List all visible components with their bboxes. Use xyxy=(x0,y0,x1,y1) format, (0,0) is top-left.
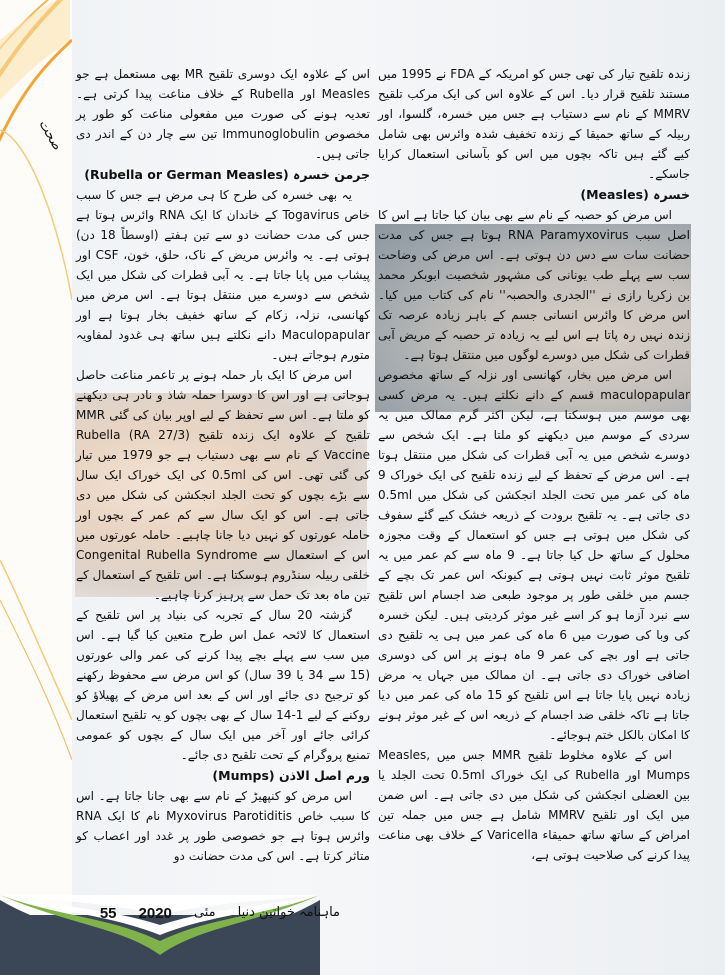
paragraph: اس مرض میں بخار، کھانسی اور نزلہ کے ساتھ مخصوص maculopapular قسم کے دانے نکلتے ہیں۔ یہ مرض کسی بھی موسم میں ہوسکتا ہے، لیکن اکثر گرم ممالک میں یہ سردی کے موسم میں دیکھنے کو ملتا ہے۔ ایک شخص سے دوسرے شخص میں یہ آبی قطرات کی شکل میں منتقل ہوتا ہے۔ اس مرض کے تحفظ کے لیے زندہ تلقیح کی ایک خوراک 9 ماہ کی عمر میں تحت الجلد انجکشن کی شکل میں 0.5ml دی جاتی ہے۔ یہ تلقیح برودت کے ذریعہ خشک کیے گئے سفوف کی شکل میں ہوتی ہے جس کو استعمال کے وقت مجوزہ محلول کے ساتھ حل کیا جاتا ہے۔ 9 ماہ سے کم عمر میں یہ تلقیح موثر ثابت نہیں ہوتی ہے کیونکہ اس عمر تک بچے کے جسم میں خلقی طور پر موجود طبعی ضد اجسام اس تلقیح سے نبرد آزما ہو کر اسے غیر موثر کردیتی ہیں۔ لیکن خسرہ کی وبا کی صورت میں 6 ماہ کی عمر میں ہی یہ تلقیح دی جاتی ہے اور بچے کی عمر 9 ماہ ہونے پر اس کی دوسری اضافی خوراک دی جاتی ہے۔ ان ممالک میں جہاں یہ مرض زیادہ نہیں پایا جاتا ہے اس تلقیح کو 15 ماہ کی عمر میں دیا جاتا ہے تاکہ خلقی ضد اجسام کے ذریعہ اس کے غیر موثر ہونے کا امکان بالکل ختم ہوجائے۔ xyxy=(378,368,691,742)
paragraph: اس کے علاوہ ایک دوسری تلقیح MR بھی مستعمل ہے جو Measles اور Rubella کے خلاف مناعت پیدا کرتی ہے۔ تعدیہ ہونے کی صورت میں مفعولی مناعت کو طور پر مخصوص Immunoglobulin تین سے چار دن کے اندر دی جاتی ہیں۔ xyxy=(76,67,371,161)
paragraph: اس کے علاوہ مخلوط تلقیح MMR جس میں Measles, Mumps اور Rubella کی ایک خوراک 0.5ml تحت الجلد یا بین العضلی انجکشن کی شکل میں دی جاتی ہے۔ اس ضمن میں ایک اور تلقیح MMRV شامل ہے جس میں جملہ تین امراض کے ساتھ ساتھ حمیقاء Varicella کے خلاف بھی مناعت پیدا کرنے کی صلاحیت ہوتی ہے، xyxy=(378,748,691,862)
paragraph: زندہ تلقیح تیار کی تھی جس کو امریکہ کے FDA نے 1995 میں مستند تلقیح قرار دیا۔ اس کے علاوہ اس کی ایک مرکب تلقیح MMRV کے نام سے دستیاب ہے جس میں خسرہ، گلسوا، اور ربیلہ کے ساتھ حمیقا کے زندہ تخفیف شدہ وائرس بھی شامل کیے گئے ہیں تاکہ بچوں میں اس کو بآسانی استعمال کرایا جاسکے۔ xyxy=(378,67,690,181)
paragraph: یہ بھی خسرہ کی طرح کا ہی مرض ہے جس کا سبب خاص Togavirus کے خاندان کا ایک RNA وائرس ہوتا ہے جس کی مدت حضانت دو سے تین ہفتے (اوسطاً 18 دن) ہوتی ہے۔ یہ وائرس مریض کے ناک، حلق، خون، CSF اور پیشاب میں پایا جاتا ہے۔ یہ آبی قطرات کی شکل میں ایک شخص سے دوسرے میں منتقل ہوتا ہے۔ اس مرض میں کھانسی، نزلہ، زکام کے ساتھ خفیف بخار ہوتا ہے اور Maculopapular دانے نکلتے ہیں ساتھ ہی غدود لمفاویہ متورم ہوجاتے ہیں۔ xyxy=(76,188,371,362)
footer-info xyxy=(90,905,340,922)
paragraph: اس مرض کا ایک بار حملہ ہونے پر تاعمر مناعت حاصل ہوجاتی ہے اور اس کا دوسرا حملہ شاذ و نادر ہی دیکھنے کو ملتا ہے۔ اس سے تحفظ کے لیے اوپر بیان کی گئی MMR تلقیح کے علاوہ ایک زندہ تلقیح Rubella (RA 27/3) Vaccine کے نام سے بھی دستیاب ہے جو 1979 میں تیار کی گئی تھی۔ اس کی 0.5ml کی ایک خوراک ایک سال سے بڑے بچوں کو تحت الجلد انجکشن کی شکل میں دی جاتی ہے۔ اس کو ایک سال سے کم عمر کے بچوں اور حاملہ عورتوں کو نہیں دیا جانا چاہیے۔ حاملہ عورتوں میں اس کے استعمال سے Congenital Rubella Syndrome خلقی ربیلہ سنڈروم ہوسکتا ہے۔ اس تلقیح کے استعمال کے تین ماہ بعد تک حمل سے پرہیز کرنا چاہیے۔ xyxy=(76,368,370,602)
page-number: 55 xyxy=(99,905,117,922)
left-column xyxy=(76,64,370,866)
paragraph: اس مرض کو حصبہ کے نام سے بھی بیان کیا جاتا ہے اس کا اصل سبب RNA Paramyxovirus ہوتا ہے جس کی مدت حضانت سات سے دس دن ہوتی ہے۔ اس مرض کی وضاحت سب سے پہلے طب یونانی کی مشہور شخصیت ابوبکر محمد بن زکریا رازی نے ''الجدری والحصبہ'' نام کی کتاب میں کیا۔ اس مرض کا وائرس انسانی جسم کے باہر زیادہ عرصہ تک زندہ نہیں رہ پاتا ہے اس لیے یہ زیادہ تر حصبہ کے مریض آبی قطرات کی شکل میں دوسرے لوگوں میں منتقل ہوتا ہے۔ xyxy=(378,208,690,362)
section-heading-mumps: ورم اصل الاذن (Mumps) xyxy=(212,768,370,783)
issue-month: مئی xyxy=(193,905,216,920)
issue-year: 2020 xyxy=(138,905,172,922)
section-heading-measles: خسرہ (Measles) xyxy=(580,187,690,202)
magazine-name: ماہنامہ خواتین دنیا xyxy=(237,905,340,920)
decorative-side-strip xyxy=(0,0,72,975)
section-heading-rubella: جرمن خسرہ (Rubella or German Measles) xyxy=(84,167,370,182)
section-label: صحت xyxy=(35,117,65,154)
right-column xyxy=(378,64,690,865)
paragraph: گزشتہ 20 سال کے تجربہ کی بنیاد پر اس تلقیح کے استعمال کا لائحہ عمل اس طرح متعین کیا گیا ہے۔ اس میں سب سے پہلے بچے پیدا کرنے کی عمر والی عورتوں (15 سے 34 یا 39 سال) کو اس مرض سے محفوظ رکھنے کو ترجیح دی جائے اور اس کے بعد اس مرض کے پھیلاؤ کو روکنے کے لیے 1-14 سال کے بھی بچوں کو یہ تلقیح استعمال کرائی جائے اور آخر میں ایک سال کے بچوں کو عمومی تمنیع پروگرام کے تحت تلقیح دی جائے۔ xyxy=(76,608,371,762)
paragraph: اس مرض کو کنپھیڑ کے نام سے بھی جانا جاتا ہے۔ اس کا سبب خاص Myxovirus Parotiditis نام کا ایک RNA وائرس ہوتا ہے جو خصوصی طور پر غدد اور اعصاب کو متاثر کرتا ہے۔ اس کی مدت حضانت دو xyxy=(76,789,370,863)
